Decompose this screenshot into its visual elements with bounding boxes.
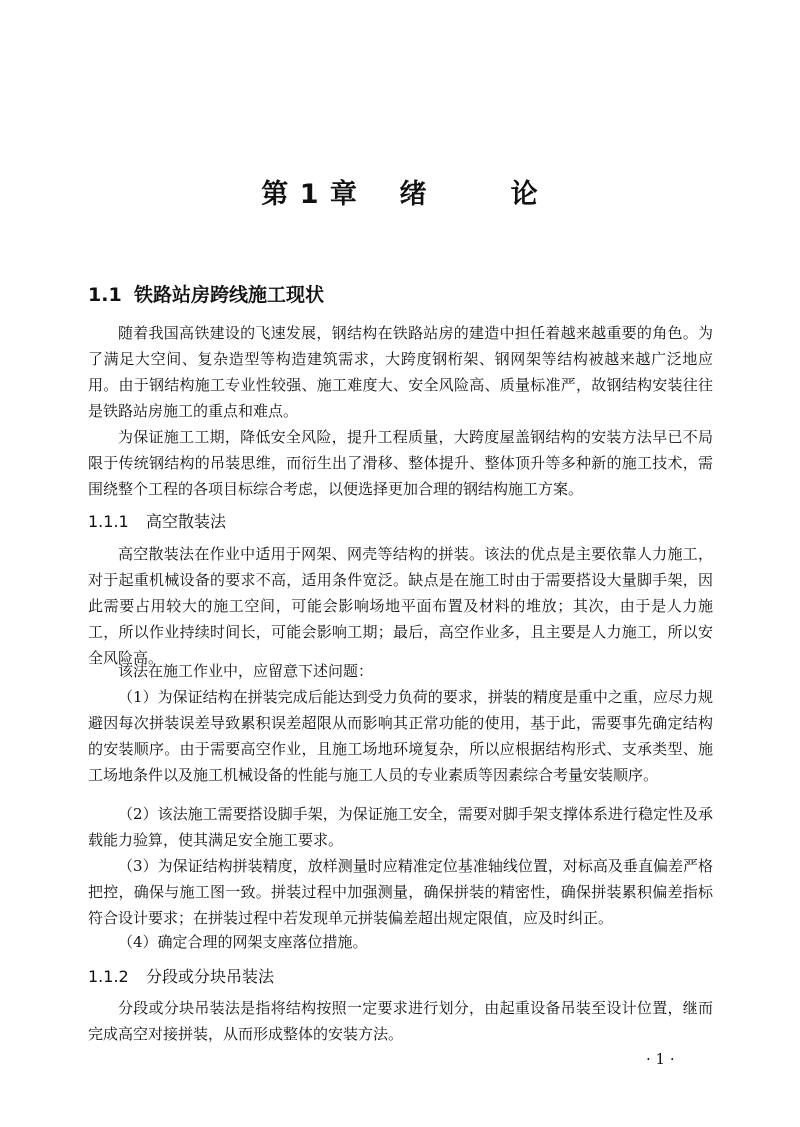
subsection-title: 分段或分块吊装法 xyxy=(146,967,275,986)
list-item: （2）该法施工需要搭设脚手架，为保证施工安全，需要对脚手架支撑体系进行稳定性及承载能力验算，使其满足安全施工要求。 xyxy=(88,805,713,849)
chapter-title: 第 1 章 绪 论 xyxy=(261,179,539,210)
body-paragraph: 分段或分块吊装法是指将结构按照一定要求进行划分，由起重设备吊装至设计位置，继而完成高空对接拼装，从而形成整体的安装方法。 xyxy=(88,999,713,1043)
list-item: （3）为保证结构拼装精度，放样测量时应精准定位基准轴线位置，对标高及垂直偏差严格把控，确保与施工图一致。拼装过程中加强测量，确保拼装的精密性，确保拼装累积偏差指标符合设计要求；在拼装过程中若发现单元拼装偏差超出规定限值，应及时纠正。 xyxy=(88,857,713,927)
list-item: （1）为保证结构在拼装完成后能达到受力负荷的要求，拼装的精度是重中之重，应尽力规避因每次拼装误差导致累积误差超限从而影响其正常功能的使用，基于此，需要事先确定结构的安装顺序。由于需要高空作业，且施工场地环境复杂，所以应根据结构形式、支承类型、施工场地条件以及施工机械设备的性能与施工人员的专业素质等因素综合考量安装顺序。 xyxy=(88,688,713,784)
subsection-title: 高空散装法 xyxy=(146,512,227,531)
subsection-number: 1.1.2 xyxy=(88,967,129,986)
section-title: 铁路站房跨线施工现状 xyxy=(134,284,325,306)
subsection-number: 1.1.1 xyxy=(88,512,129,531)
page-number: · 1 · xyxy=(646,1050,675,1068)
subsection-heading xyxy=(88,509,226,532)
intro-paragraph: 随着我国高铁建设的飞速发展，钢结构在铁路站房的建造中担任着越来越重要的角色。为了满足大空间、复杂造型等构造建筑需求，大跨度钢桁架、钢网架等结构被越来越广泛地应用。由于钢结构施工专业性较强、施工难度大、安全风险高、质量标准严，故钢结构安装往往是铁路站房施工的重点和难点。 xyxy=(88,324,713,420)
intro-paragraph: 为保证施工工期，降低安全风险，提升工程质量，大跨度屋盖钢结构的安装方法早已不局限于传统钢结构的吊装思维，而衍生出了滑移、整体提升、整体顶升等多种新的施工技术，需围绕整个工程的各项目标综合考虑，以便选择更加合理的钢结构施工方案。 xyxy=(88,428,713,498)
list-item: （4）确定合理的网架支座落位措施。 xyxy=(118,933,368,951)
section-heading xyxy=(88,280,324,307)
section-number: 1.1 xyxy=(88,284,122,306)
body-paragraph: 该法在施工作业中，应留意下述问题： xyxy=(118,662,374,680)
subsection-heading xyxy=(88,964,274,987)
body-paragraph: 高空散装法在作业中适用于网架、网壳等结构的拼装。该法的优点是主要依靠人力施工，对于起重机械设备的要求不高，适用条件宽泛。缺点是在施工时由于需要搭设大量脚手架，因此需要占用较大的施工空间，可能会影响场地平面布置及材料的堆放；其次，由于是人力施工，所以作业持续时间长，可能会影响工期；最后，高空作业多，且主要是人力施工，所以安全风险高。 xyxy=(88,545,713,667)
